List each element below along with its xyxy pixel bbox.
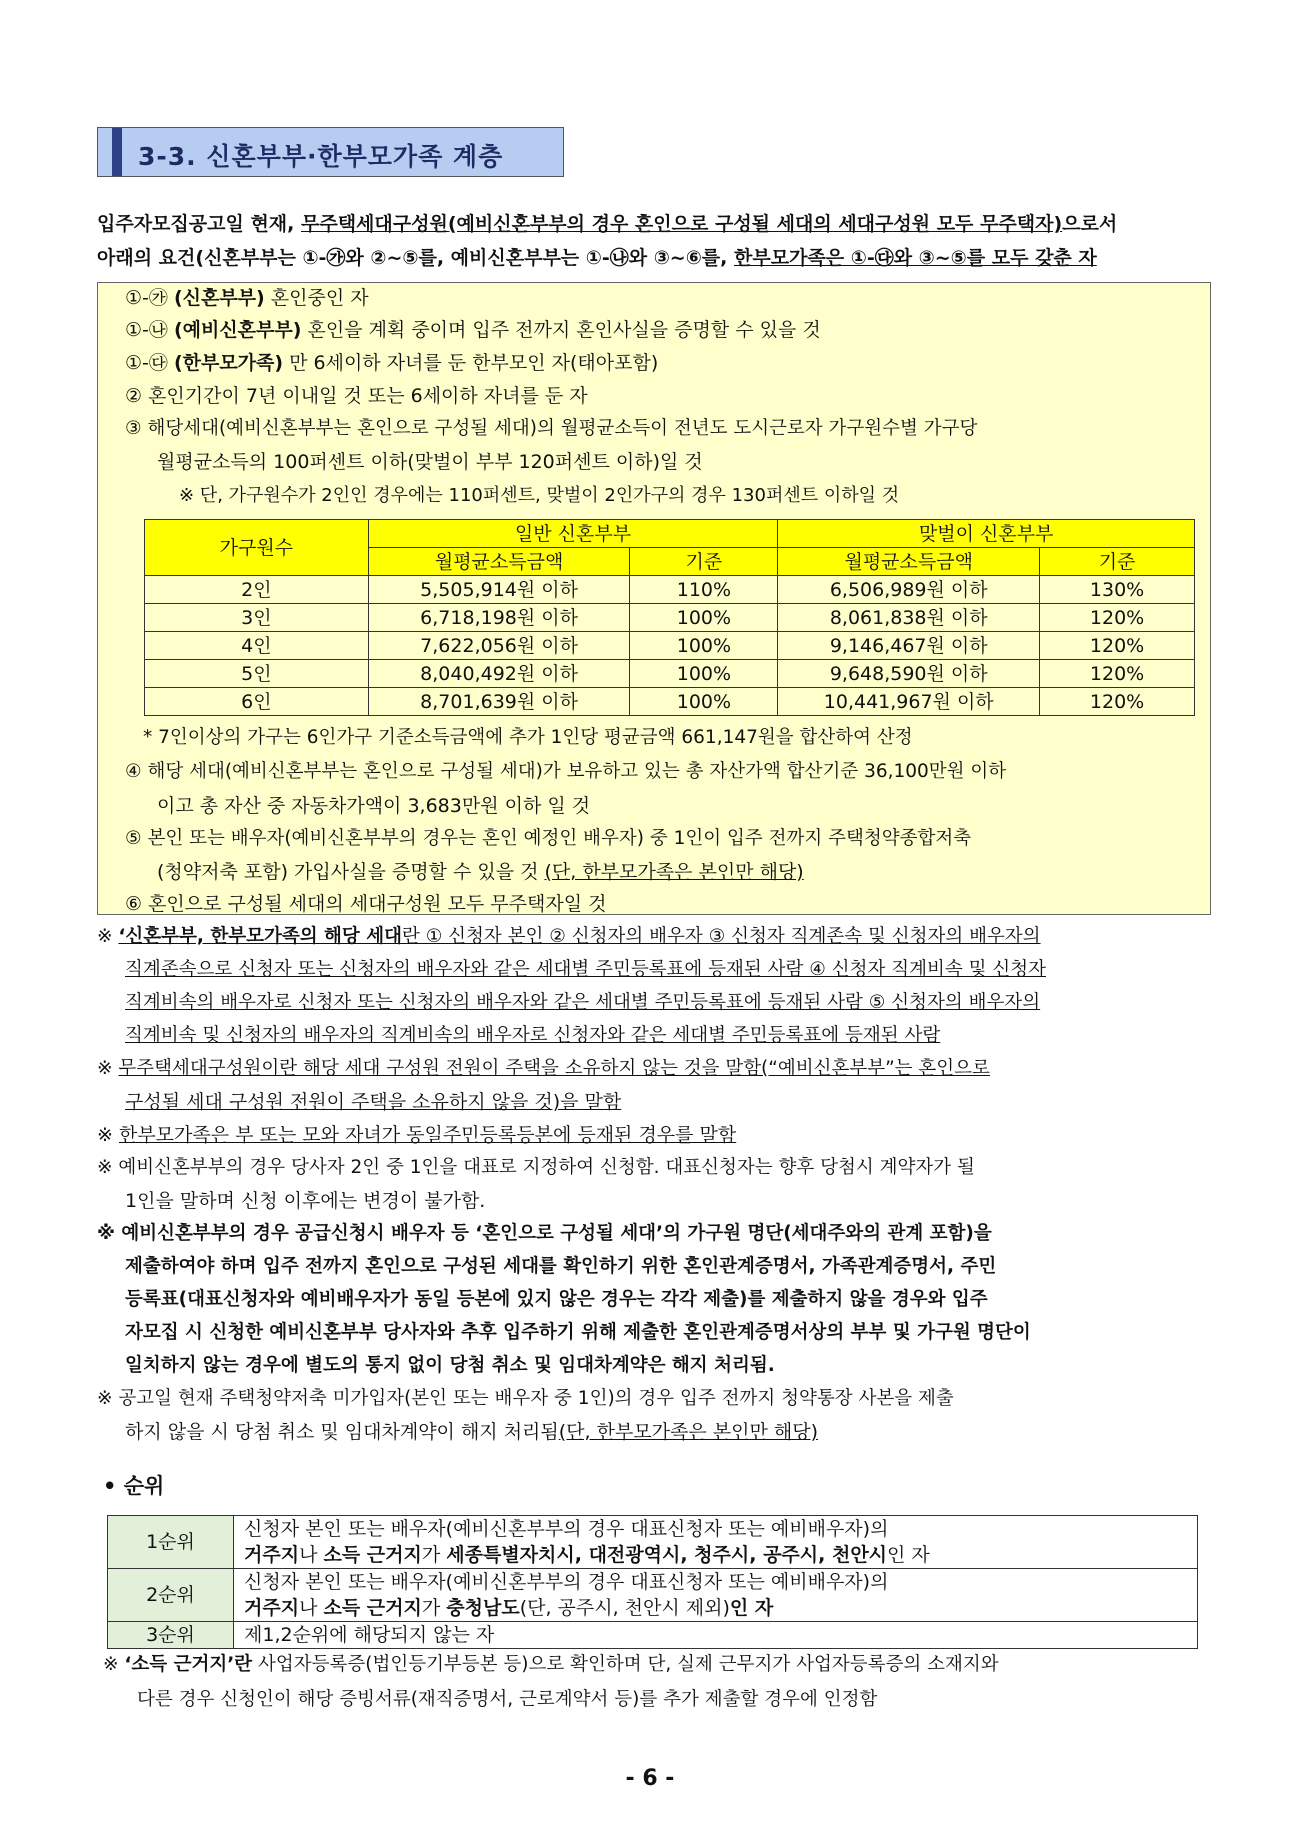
note-submission-line-3: 등록표(대표신청자와 예비배우자가 동일 등본에 있지 않은 경우는 각각 제출)를 제출하지 않을 경우와 입주	[125, 1289, 988, 1310]
header-income: 월평균소득금액	[778, 548, 1040, 576]
rank-bold-text: 소득 근거지	[323, 1597, 422, 1619]
rank-cell: 3순위	[108, 1622, 234, 1649]
note-submission-line-2: 제출하여야 하며 입주 전까지 혼인으로 구성된 세대를 확인하기 위한 혼인관계증명서, 가족관계증명서, 주민	[125, 1256, 997, 1277]
cell-dual-income: 8,061,838원 이하	[778, 604, 1040, 632]
requirement-2: ② 혼인기간이 7년 이내일 것 또는 6세이하 자녀를 둔 자	[125, 385, 588, 407]
table-row	[108, 1569, 1198, 1596]
table-note: * 7인이상의 가구는 6인가구 기준소득금액에 추가 1인당 평균금액 661,147원을 합산하여 산정	[143, 727, 913, 748]
note-single-parent: ※ 한부모가족은 부 또는 모와 자녀가 동일주민등록등본에 등재된 경우를 말함	[97, 1124, 737, 1146]
cell-size: 5인	[145, 660, 369, 688]
table-row	[145, 688, 1195, 716]
note-homeless-line-1: ※ 무주택세대구성원이란 해당 세대 구성원 전원이 주택을 소유하지 않는 것을 말함(“예비신혼부부”는 혼인으로	[97, 1058, 990, 1079]
rank-desc-line-1: 제1,2순위에 해당되지 않는 자	[234, 1622, 1198, 1649]
requirement-3-line-2: 월평균소득의 100퍼센트 이하(맞벌이 부부 120퍼센트 이하)일 것	[157, 451, 703, 473]
cell-gen-income: 5,505,914원 이하	[368, 576, 630, 604]
note-mark: ※	[103, 1654, 125, 1675]
cell-dual-income: 6,506,989원 이하	[778, 576, 1040, 604]
requirement-5-line-1: ⑤ 본인 또는 배우자(예비신혼부부의 경우는 혼인 예정인 배우자) 중 1인이 입주 전까지 주택청약종합저축	[125, 828, 972, 849]
rank-cell: 1순위	[108, 1516, 234, 1569]
cell-dual-income: 9,146,467원 이하	[778, 632, 1040, 660]
note-household-line-2: 직계존속으로 신청자 또는 신청자의 배우자와 같은 세대별 주민등록표에 등재된 사람 ④ 신청자 직계비속 및 신청자	[125, 959, 1046, 980]
note-mark: ※	[97, 926, 119, 947]
cell-size: 3인	[145, 604, 369, 632]
note-submission-line-5: 일치하지 않는 경우에 별도의 통지 없이 당첨 취소 및 임대차계약은 해지 처리됨.	[125, 1355, 775, 1376]
rank-bold-text: 거주지	[244, 1544, 300, 1566]
note-text: 하지 않을 시 당첨 취소 및 임대차계약이 해지 처리됨	[125, 1421, 559, 1443]
cell-dual-std: 120%	[1040, 632, 1195, 660]
table-row	[108, 1516, 1198, 1543]
ranking-table	[107, 1515, 1198, 1649]
section-title: 3-3. 신혼부부·한부모가족 계층	[138, 142, 504, 171]
table-row	[145, 660, 1195, 688]
requirement-type: (예비신혼부부)	[173, 319, 302, 341]
note-household-line-1	[97, 925, 1041, 949]
note-savings-line-1: ※ 공고일 현재 주택청약저축 미가입자(본인 또는 배우자 중 1인)의 경우 입주 전까지 청약통장 사본을 제출	[97, 1388, 954, 1409]
rank-text: 가	[421, 1597, 447, 1619]
requirement-text: 만 6세이하 자녀를 둔 한부모인 자(태아포함)	[283, 352, 659, 374]
rank-text: 나	[299, 1597, 324, 1619]
page-number: - 6 -	[625, 1766, 675, 1791]
note-underlined-text: (단, 한부모가족은 본인만 해당)	[558, 1421, 818, 1443]
table-header-row	[145, 520, 1195, 548]
table-row	[145, 632, 1195, 660]
rank-text: 인 자	[887, 1544, 930, 1566]
table-row	[108, 1542, 1198, 1569]
rank-desc-line-1: 신청자 본인 또는 배우자(예비신혼부부의 경우 대표신청자 또는 예비배우자)의	[234, 1516, 1198, 1543]
rank-bold-text: 거주지	[244, 1597, 300, 1619]
rank-bold-text: 소득 근거지	[323, 1544, 422, 1566]
requirement-3-line-1: ③ 해당세대(예비신혼부부는 혼인으로 구성될 세대)의 월평균소득이 전년도 도시근로자 가구원수별 가구당	[125, 418, 978, 439]
table-row	[108, 1595, 1198, 1622]
note-submission-line-1: ※ 예비신혼부부의 경우 공급신청시 배우자 등 ‘혼인으로 구성될 세대’의 가구원 명단(세대주와의 관계 포함)을	[97, 1223, 992, 1244]
rank-bold-text: 충청남도	[446, 1597, 520, 1619]
cell-gen-std: 110%	[630, 576, 778, 604]
rank-text: (단, 공주시, 천안시 제외)	[519, 1597, 730, 1619]
requirement-underlined-text: (단, 한부모가족은 본인만 해당)	[544, 861, 804, 883]
requirement-4-line-2: 이고 총 자산 중 자동차가액이 3,683만원 이하 일 것	[157, 795, 591, 817]
cell-size: 2인	[145, 576, 369, 604]
rank-desc-line-2	[234, 1595, 1198, 1622]
section-header-accent-bar	[112, 128, 122, 176]
header-standard: 기준	[630, 548, 778, 576]
requirement-label: ①-㉰	[125, 352, 174, 374]
requirement-text: (청약저축 포함) 가입사실을 증명할 수 있을 것	[157, 861, 545, 883]
header-dual: 맞벌이 신혼부부	[778, 520, 1195, 548]
rank-text: 나	[299, 1544, 324, 1566]
requirement-4-line-1: ④ 해당 세대(예비신혼부부는 혼인으로 구성될 세대)가 보유하고 있는 총 자산가액 합산기준 36,100만원 이하	[125, 761, 1007, 782]
cell-gen-income: 8,701,639원 이하	[368, 688, 630, 716]
header-income: 월평균소득금액	[368, 548, 630, 576]
intro-line-2	[97, 246, 1097, 270]
cell-size: 6인	[145, 688, 369, 716]
cell-dual-income: 10,441,967원 이하	[778, 688, 1040, 716]
requirement-text: 혼인을 계획 중이며 입주 전까지 혼인사실을 증명할 수 있을 것	[301, 319, 821, 341]
requirement-5-line-2	[157, 860, 804, 884]
requirement-1a	[125, 286, 369, 310]
intro-underlined-text: 무주택세대구성원(예비신혼부부의 경우 혼인으로 구성될 세대의 세대구성원 모두 무주택자)	[301, 213, 1063, 235]
rank-text: 가	[421, 1544, 447, 1566]
income-table	[144, 519, 1195, 716]
cell-dual-std: 120%	[1040, 604, 1195, 632]
note-representative-line-1: ※ 예비신혼부부의 경우 당사자 2인 중 1인을 대표로 지정하여 신청함. 대표신청자는 향후 당첨시 계약자가 될	[97, 1157, 975, 1178]
intro-text: 으로서	[1062, 213, 1118, 235]
cell-gen-std: 100%	[630, 604, 778, 632]
intro-underlined-text: 한부모가족은 ①-㉰와 ③~⑤를 모두 갖춘 자	[734, 247, 1097, 269]
cell-size: 4인	[145, 632, 369, 660]
table-row	[145, 604, 1195, 632]
cell-gen-std: 100%	[630, 632, 778, 660]
table-row	[108, 1622, 1198, 1649]
rank-bold-text: 인 자	[729, 1597, 774, 1619]
header-general: 일반 신혼부부	[368, 520, 778, 548]
cell-dual-std: 120%	[1040, 660, 1195, 688]
ranking-note-line-2: 다른 경우 신청인이 해당 증빙서류(재직증명서, 근로계약서 등)를 추가 제출할 경우에 인정함	[137, 1689, 878, 1710]
cell-gen-income: 7,622,056원 이하	[368, 632, 630, 660]
cell-gen-income: 8,040,492원 이하	[368, 660, 630, 688]
note-submission-line-4: 자모집 시 신청한 예비신혼부부 당사자와 추후 입주하기 위해 제출한 혼인관계증명서상의 부부 및 가구원 명단이	[125, 1322, 1031, 1343]
ranking-note-line-1	[103, 1653, 999, 1677]
note-text: 사업자등록증(법인등기부등본 등)으로 확인하며 단, 실제 근무지가 사업자등록증의 소재지와	[252, 1654, 999, 1675]
cell-gen-income: 6,718,198원 이하	[368, 604, 630, 632]
note-text: 란 ① 신청자 본인 ② 신청자의 배우자 ③ 신청자 직계존속 및 신청자의 배우자의	[401, 926, 1041, 947]
section-header	[97, 127, 564, 177]
requirement-3-note: ※ 단, 가구원수가 2인인 경우에는 110퍼센트, 맞벌이 2인가구의 경우 130퍼센트 이하일 것	[179, 485, 900, 506]
intro-line-1	[97, 212, 1117, 236]
requirement-type: (신혼부부)	[173, 287, 265, 309]
cell-gen-std: 100%	[630, 688, 778, 716]
note-household-line-3: 직계비속의 배우자로 신청자 또는 신청자의 배우자와 같은 세대별 주민등록표에 등재된 사람 ⑤ 신청자의 배우자의	[125, 992, 1041, 1013]
header-household: 가구원수	[145, 520, 369, 576]
rank-bold-text: 세종특별자치시, 대전광역시, 청주시, 공주시, 천안시	[446, 1544, 888, 1566]
intro-text: 입주자모집공고일 현재,	[97, 213, 301, 235]
rank-desc-line-2	[234, 1542, 1198, 1569]
note-household-line-4: 직계비속 및 신청자의 배우자의 직계비속의 배우자로 신청자와 같은 세대별 주민등록표에 등재된 사람	[125, 1025, 941, 1046]
requirement-label: ①-㉮	[125, 287, 174, 309]
note-savings-line-2	[125, 1420, 818, 1444]
cell-dual-std: 130%	[1040, 576, 1195, 604]
table-row	[145, 576, 1195, 604]
note-text: 무주택세대구성원이란 해당 세대 구성원 전원이 주택을 소유하지 않는 것을 말함(“예비신혼부부”는 혼인으로	[118, 1058, 990, 1079]
note-bold-text: ‘소득 근거지’란	[124, 1654, 253, 1675]
requirement-1b	[125, 318, 821, 342]
cell-dual-income: 9,648,590원 이하	[778, 660, 1040, 688]
requirement-1c	[125, 351, 658, 375]
requirement-label: ①-㉯	[125, 319, 174, 341]
cell-dual-std: 120%	[1040, 688, 1195, 716]
note-bold-text: ‘신혼부부, 한부모가족의 해당 세대	[118, 926, 402, 947]
rank-cell: 2순위	[108, 1569, 234, 1622]
header-standard: 기준	[1040, 548, 1195, 576]
requirement-type: (한부모가족)	[173, 352, 284, 374]
note-representative-line-2: 1인을 말하며 신청 이후에는 변경이 불가함.	[125, 1190, 486, 1212]
rank-desc-line-1: 신청자 본인 또는 배우자(예비신혼부부의 경우 대표신청자 또는 예비배우자)의	[234, 1569, 1198, 1596]
cell-gen-std: 100%	[630, 660, 778, 688]
note-homeless-line-2: 구성될 세대 구성원 전원이 주택을 소유하지 않을 것)을 말함	[125, 1091, 622, 1113]
requirement-6: ⑥ 혼인으로 구성될 세대의 세대구성원 모두 무주택자일 것	[125, 893, 607, 915]
ranking-title: • 순위	[103, 1474, 165, 1498]
note-text: 한부모가족은 부 또는 모와 자녀가 동일주민등록등본에 등재된 경우를 말함	[118, 1124, 737, 1146]
requirement-text: 혼인중인 자	[264, 287, 369, 309]
intro-text: 아래의 요건(신혼부부는 ①-㉮와 ②~⑤를, 예비신혼부부는 ①-㉯와 ③~⑥를,	[97, 247, 734, 269]
